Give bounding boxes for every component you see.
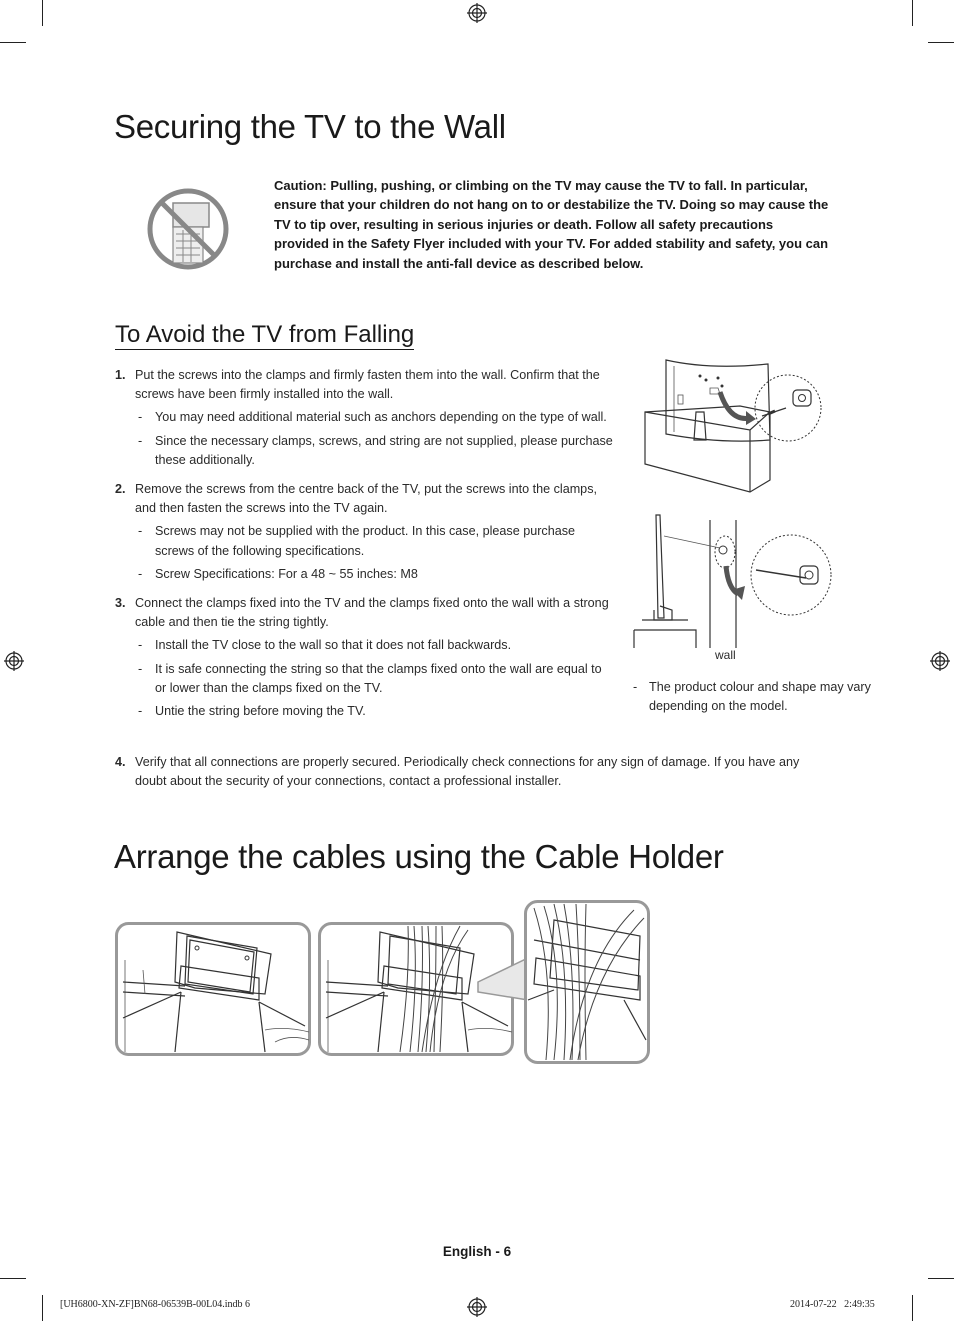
dash: - <box>138 566 143 581</box>
crop-mark <box>0 42 26 43</box>
subsection-title-falling: To Avoid the TV from Falling <box>115 322 414 350</box>
caution-text: Caution: Pulling, pushing, or climbing on the TV may cause the TV to fall. In particular, ensure that your children do not hang on to or destabilize the TV. Doing so may cause the TV to tip over, resulting in serious injuries or death. Follow all safety precautions provided in the Safety Flyer included with your TV. For added stability and safety, you can purchase and install the anti-fall device as described below. <box>274 178 829 271</box>
crop-mark <box>42 0 43 26</box>
step-3 <box>115 594 615 721</box>
dash: - <box>138 704 143 719</box>
wall-label: wall <box>715 648 736 662</box>
step-subitem <box>135 432 615 470</box>
step-number: 3. <box>115 596 126 611</box>
step-text: Verify that all connections are properly secured. Periodically check connections for any sign of damage. If you have any doubt about the security of your connections, contact a professional installer. <box>135 755 800 789</box>
print-slug-date: 2014-07-22 2:49:35 <box>790 1299 875 1310</box>
subitem-text: Screws may not be supplied with the product. In this case, please purchase screws of the following specifications. <box>155 524 576 558</box>
subitem-text: Screw Specifications: For a 48 ~ 55 inches: M8 <box>155 566 418 581</box>
step-subitem <box>135 565 615 584</box>
step-number: 2. <box>115 482 126 497</box>
tv-back-clamp-illustration <box>640 352 825 497</box>
page-number: English - 6 <box>442 1244 512 1259</box>
registration-mark-icon <box>467 1297 487 1317</box>
step-2 <box>115 480 615 584</box>
step-number: 4. <box>115 755 126 769</box>
crop-mark <box>928 42 954 43</box>
subitem-text: Install the TV close to the wall so that it does not fall backwards. <box>155 638 512 653</box>
step-number: 1. <box>115 368 126 382</box>
subitem-text: You may need additional material such as anchors depending on the type of wall. <box>155 410 607 425</box>
step-list <box>115 366 615 729</box>
step-subitem <box>135 408 615 427</box>
subitem-text: It is safe connecting the string so that the clamps fixed onto the wall are equal to or lower than the clamps fixed on the TV. <box>155 661 602 695</box>
tv-side-wall-illustration <box>628 510 838 650</box>
registration-mark-icon <box>467 3 487 23</box>
note-text: The product colour and shape may vary depending on the model. <box>649 680 871 714</box>
note-colour-shape <box>632 678 872 716</box>
dash: - <box>633 680 638 694</box>
step-subitem <box>135 636 615 655</box>
crop-mark <box>928 1278 954 1279</box>
step-text: Put the screws into the clamps and firmly fasten them into the wall. Confirm that the screws have been firmly installed into the wall. <box>135 368 600 402</box>
subitem-text: Untie the string before moving the TV. <box>155 704 366 719</box>
dash: - <box>138 661 143 676</box>
dash: - <box>138 524 143 539</box>
step-text: Connect the clamps fixed into the TV and the clamps fixed onto the wall with a strong cable and then tie the string tightly. <box>135 596 609 630</box>
step-4 <box>115 753 830 791</box>
registration-mark-icon <box>930 651 950 671</box>
print-slug-file: [UH6800-XN-ZF]BN68-06539B-00L04.indb 6 <box>60 1299 250 1310</box>
registration-mark-icon <box>4 651 24 671</box>
section-title-wall: Securing the TV to the Wall <box>114 108 506 145</box>
step-subitem <box>135 702 615 721</box>
step-subitem <box>135 522 615 560</box>
crop-mark <box>0 1278 26 1279</box>
subitem-text: Since the necessary clamps, screws, and string are not supplied, please purchase these additionally. <box>155 433 613 467</box>
dash: - <box>138 410 143 425</box>
crop-mark <box>912 1295 913 1321</box>
step-text: Remove the screws from the centre back of the TV, put the screws into the clamps, and then fasten the screws into the TV again. <box>135 482 597 516</box>
dash: - <box>138 638 143 653</box>
no-climbing-icon <box>145 186 231 272</box>
crop-mark <box>42 1295 43 1321</box>
cable-holder-illustration-1 <box>115 922 311 1056</box>
step-subitem <box>135 660 615 698</box>
section-title-cables: Arrange the cables using the Cable Holder <box>114 838 724 875</box>
cable-holder-illustration-zoom <box>524 900 650 1064</box>
step-1 <box>115 366 615 470</box>
crop-mark <box>912 0 913 26</box>
dash: - <box>138 433 143 448</box>
